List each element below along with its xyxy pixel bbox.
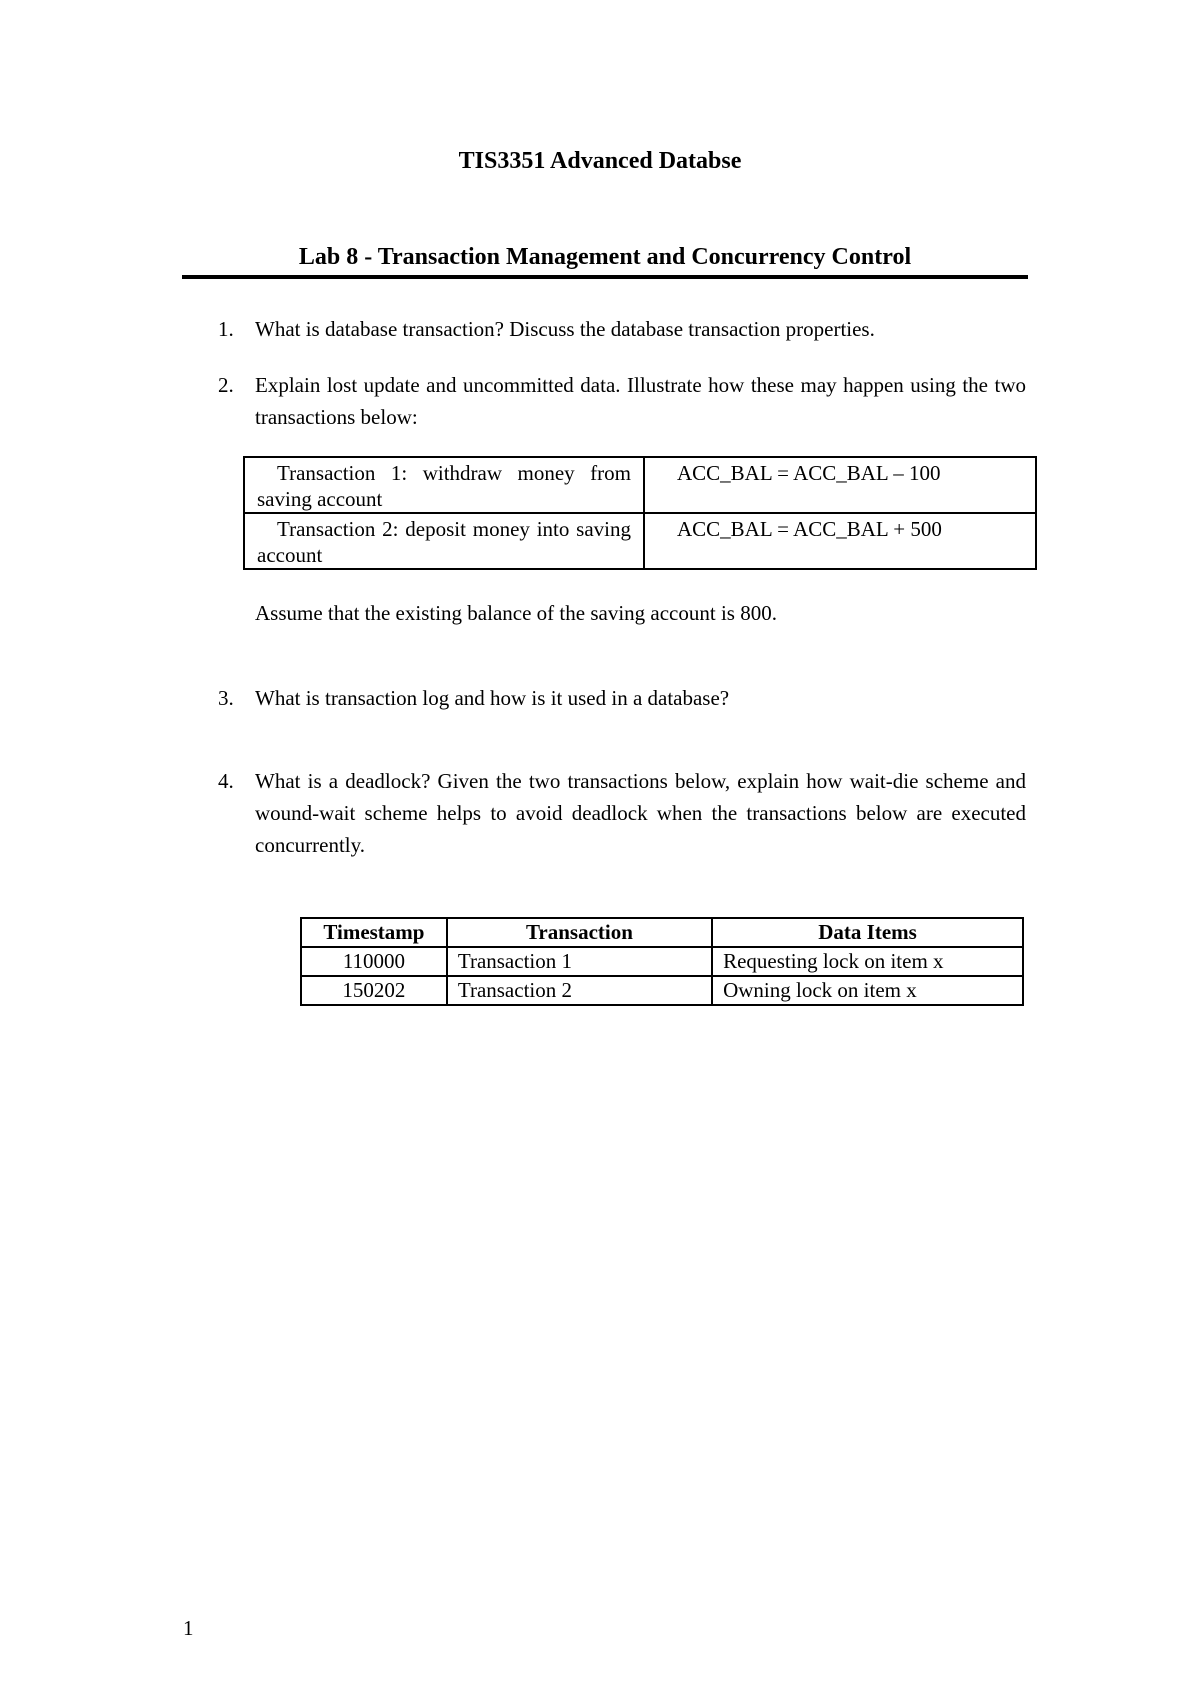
question-text: What is database transaction? Discuss the database transaction properties. bbox=[255, 317, 875, 341]
title-underline bbox=[182, 275, 1028, 279]
question-text: Explain lost update and uncommitted data. Illustrate how these may happen using the two transactions below: bbox=[255, 373, 1026, 429]
question-number: 4. bbox=[218, 769, 234, 793]
question-text: What is a deadlock? Given the two transactions below, explain how wait-die scheme and wound-wait scheme helps to avoid deadlock when the transactions below are executed concurrently. bbox=[255, 769, 1026, 857]
transaction-cell: Transaction 1 bbox=[447, 947, 712, 976]
column-header-data-items: Data Items bbox=[712, 918, 1023, 947]
transaction-formula: ACC_BAL = ACC_BAL + 500 bbox=[644, 513, 1036, 569]
question-1 bbox=[218, 313, 1026, 345]
question-text: What is transaction log and how is it used in a database? bbox=[255, 686, 730, 710]
question-3 bbox=[218, 682, 1026, 714]
question-number: 2. bbox=[218, 373, 234, 397]
transactions-table bbox=[243, 456, 1037, 570]
lock-table bbox=[300, 917, 1024, 1006]
table-header-row bbox=[301, 918, 1023, 947]
table-row bbox=[301, 976, 1023, 1005]
column-header-timestamp: Timestamp bbox=[301, 918, 447, 947]
question-number: 3. bbox=[218, 686, 234, 710]
transaction-description: Transaction 2: deposit money into saving account bbox=[244, 513, 644, 569]
table-row bbox=[301, 947, 1023, 976]
timestamp-cell: 150202 bbox=[301, 976, 447, 1005]
question-2 bbox=[218, 369, 1026, 433]
page-number: 1 bbox=[183, 1616, 194, 1640]
table-row bbox=[244, 513, 1036, 569]
table-row bbox=[244, 457, 1036, 513]
data-items-cell: Owning lock on item x bbox=[712, 976, 1023, 1005]
lab-title: Lab 8 - Transaction Management and Concurrency Control bbox=[298, 244, 912, 270]
balance-note: Assume that the existing balance of the saving account is 800. bbox=[255, 601, 777, 625]
data-items-cell: Requesting lock on item x bbox=[712, 947, 1023, 976]
question-4 bbox=[218, 765, 1026, 861]
course-title: TIS3351 Advanced Databse bbox=[458, 148, 742, 174]
transaction-cell: Transaction 2 bbox=[447, 976, 712, 1005]
transaction-formula: ACC_BAL = ACC_BAL – 100 bbox=[644, 457, 1036, 513]
question-number: 1. bbox=[218, 317, 234, 341]
timestamp-cell: 110000 bbox=[301, 947, 447, 976]
column-header-transaction: Transaction bbox=[447, 918, 712, 947]
transaction-description: Transaction 1: withdraw money from saving account bbox=[244, 457, 644, 513]
